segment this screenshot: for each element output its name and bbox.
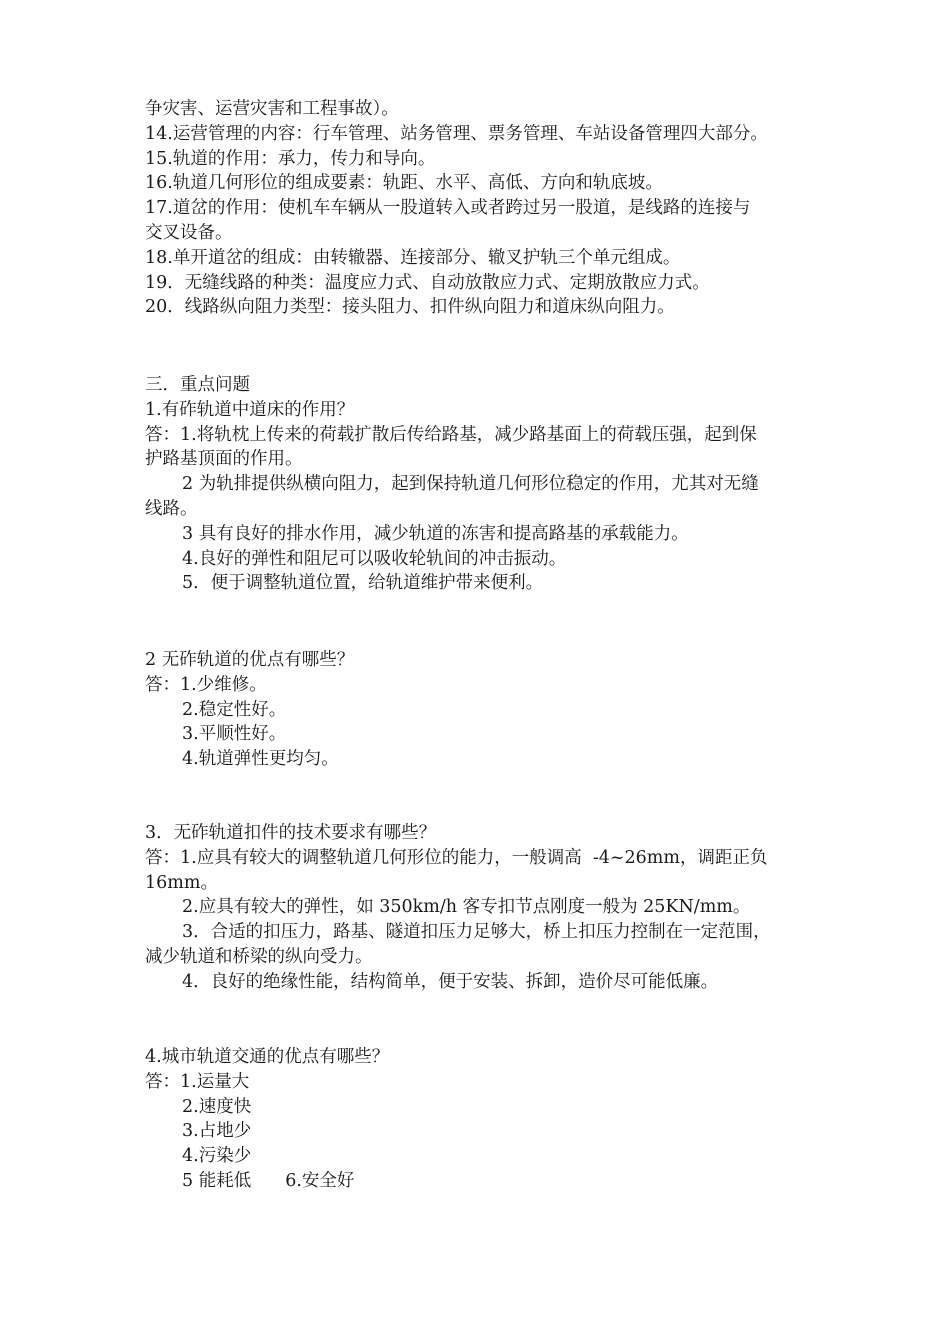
answer-line: 2.速度快 (182, 1096, 252, 1117)
question-4-block (145, 1045, 815, 1194)
answer-line: 护路基顶面的作用。 (145, 449, 303, 470)
answer-line: 2 为轨排提供纵横向阻力，起到保持轨道几何形位稳定的作用，尤其对无缝 (182, 474, 759, 495)
answer-line: 答：1.应具有较大的调整轨道几何形位的能力，一般调高 -4~26mm，调距正负 (145, 847, 768, 868)
question-4: 4.城市轨道交通的优点有哪些？ (145, 1047, 390, 1067)
list-item: 14.运营管理的内容：行车管理、站务管理、票务管理、车站设备管理四大部分。 (145, 123, 768, 144)
answer-line: 5．便于调整轨道位置，给轨道维护带来便利。 (182, 573, 544, 594)
answer-line: 答：1.运量大 (145, 1071, 250, 1092)
list-item: 17.道岔的作用：使机车车辆从一股道转入或者跨过另一股道，是线路的连接与 (145, 198, 751, 219)
answer-line: 4.污染少 (182, 1146, 252, 1167)
list-item: 18.单开道岔的组成：由转辙器、连接部分、辙叉护轨三个单元组成。 (145, 247, 681, 268)
answer-line: 2.稳定性好。 (182, 699, 287, 720)
question-3-block (145, 821, 815, 995)
list-item: 15.轨道的作用：承力，传力和导向。 (145, 148, 436, 169)
answer-line: 答：1.少维修。 (145, 674, 267, 695)
section-top-list (145, 97, 815, 320)
answer-line: 4.良好的弹性和阻尼可以吸收轮轨间的冲击振动。 (182, 548, 567, 569)
question-2: 2 无砟轨道的优点有哪些？ (145, 650, 355, 670)
answer-line: 3.平顺性好。 (182, 724, 287, 745)
answer-line: 4．良好的绝缘性能，结构简单，便于安装、拆卸，造价尽可能低廉。 (182, 971, 719, 992)
answer-line: 4.轨道弹性更均匀。 (182, 749, 339, 770)
question-3: 3．无砟轨道扣件的技术要求有哪些？ (145, 823, 437, 843)
list-item: 20．线路纵向阻力类型：接头阻力、扣件纵向阻力和道床纵向阻力。 (145, 297, 675, 318)
answer-item: 6.安全好 (285, 1170, 355, 1191)
answer-item: 5 能耗低 (182, 1170, 252, 1191)
answer-line (145, 1169, 815, 1194)
answer-line: 3 具有良好的排水作用，减少轨道的冻害和提高路基的承载能力。 (182, 523, 689, 544)
list-item: 16.轨道几何形位的组成要素：轨距、水平、高低、方向和轨底坡。 (145, 173, 663, 194)
answer-line: 线路。 (145, 498, 198, 519)
answer-line: 16mm。 (145, 872, 218, 893)
answer-line: 3．合适的扣压力，路基、隧道扣压力足够大，桥上扣压力控制在一定范围， (182, 922, 771, 943)
list-item: 19．无缝线路的种类：温度应力式、自动放散应力式、定期放散应力式。 (145, 272, 710, 293)
answer-line: 答：1.将轨枕上传来的荷载扩散后传给路基，减少路基面上的荷载压强，起到保 (145, 424, 757, 445)
list-item: 争灾害、运营灾害和工程事故）。 (145, 99, 399, 119)
answer-line: 3.占地少 (182, 1121, 252, 1142)
list-item: 交叉设备。 (145, 222, 233, 243)
question-1: 1.有砟轨道中道床的作用？ (145, 399, 355, 420)
section-heading: 三．重点问题 (145, 375, 250, 395)
answer-line: 减少轨道和桥梁的纵向受力。 (145, 946, 373, 967)
question-2-block (145, 648, 815, 772)
answer-line: 2.应具有较大的弹性，如 350km/h 客专扣节点刚度一般为 25KN/mm。 (182, 897, 751, 918)
key-questions-section (145, 373, 815, 596)
